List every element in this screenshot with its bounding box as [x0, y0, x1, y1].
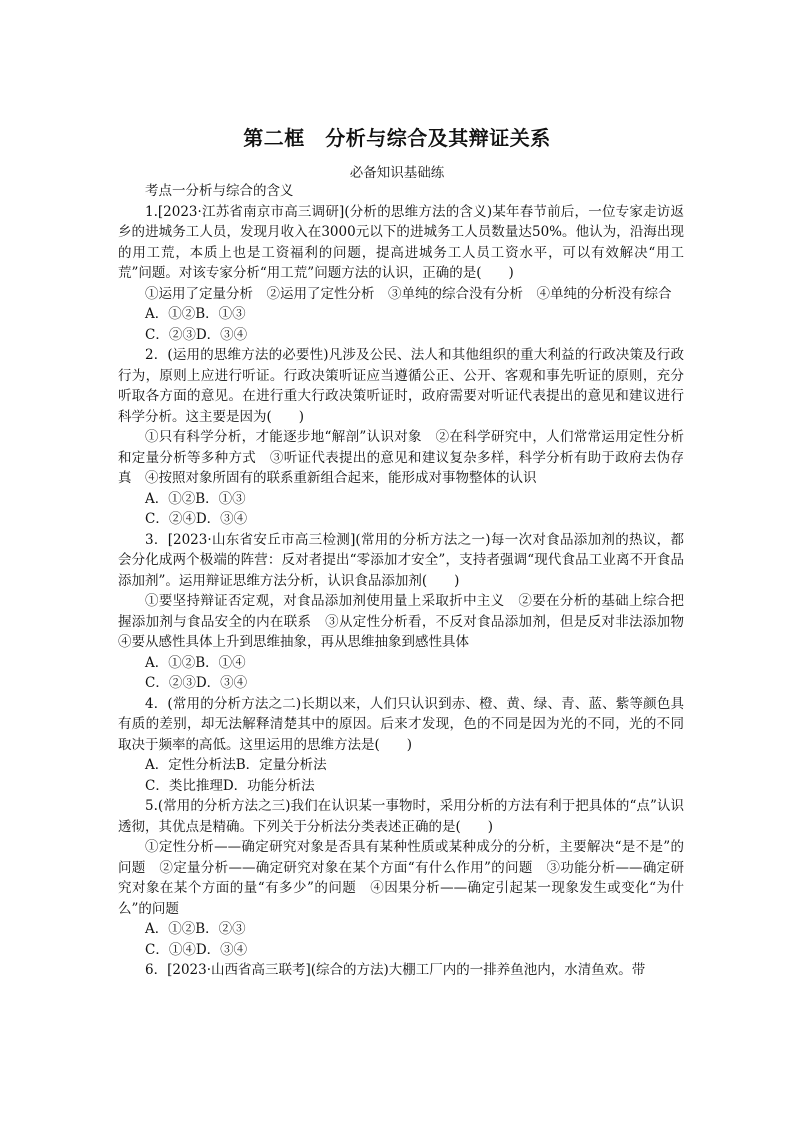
question-stem: 3．[2023·山东省安丘市高三检测](常用的分析方法之一)每一次对食品添加剂的热议，都会分化成两个极端的阵营：反对者提出“零添加才安全”，支持者强调“现代食品工业离不开食品添加剂”。运用辩证思维方法分析，认识食品添加剂( ) — [118, 531, 684, 589]
answer-options-row: A．定性分析法B．定量分析法 — [145, 757, 327, 773]
answer-options-row: A．①②B．②③ — [145, 921, 246, 937]
question-statements: ①只有科学分析，才能逐步地“解剖”认识对象 ②在科学研究中，人们常常运用定性分析和定量分析等多种方式 ③听证代表提出的意见和建议复杂多样，科学分析有助于政府去伪存真 ④按照对象所固有的联系重新组合起来，能形成对事物整体的认识 — [118, 429, 684, 486]
question-stem: 4．(常用的分析方法之二)长期以来，人们只认识到赤、橙、黄、绿、青、蓝、紫等颜色具有质的差别，却无法解释清楚其中的原因。后来才发现，色的不同是因为光的不同，光的不同取决于频率的高低。这里运用的思维方法是( ) — [118, 695, 684, 753]
question-statements: ①定性分析——确定研究对象是否具有某种性质或某种成分的分析，主要解决“是不是”的问题 ②定量分析——确定研究对象在某个方面“有什么作用”的问题 ③功能分析——确定研究对象在某个方面的量“有多少”的问题 ④因果分析——确定引起某一现象发生或变化“为什么”的问题 — [118, 839, 684, 917]
question-stem: 2．(运用的思维方法的必要性)凡涉及公民、法人和其他组织的重大利益的行政决策及行政行为，原则上应进行听证。行政决策听证应当遵循公正、公开、客观和事先听证的原则，充分听取各方面的意见。在进行重大行政决策听证时，政府需要对听证代表提出的意见和建议进行科学分析。这主要是因为( ) — [118, 347, 684, 425]
question-statements: ①要坚持辩证否定观，对食品添加剂使用量上采取折中主义 ②要在分析的基础上综合把握添加剂与食品安全的内在联系 ③从定性分析看，不反对食品添加剂，但是反对非法添加物 ④要从感性具体上升到思维抽象，再从思维抽象到感性具体 — [118, 593, 698, 650]
section-subtitle: 必备知识基础练 — [349, 165, 445, 181]
question-stem: 1.[2023·江苏省南京市高三调研](分析的思维方法的含义)某年春节前后，一位专家走访返乡的进城务工人员，发现月收入在3000元以下的进城务工人员数量达50%。他认为，沿海出现的用工荒，本质上也是工资福利的问题，提高进城务工人员工资水平，可以有效解决“用工荒”问题。对该专家分析“用工荒”问题方法的认识，正确的是( ) — [118, 203, 684, 281]
question-statements: ①运用了定量分析 ②运用了定性分析 ③单纯的综合没有分析 ④单纯的分析没有综合 — [145, 285, 672, 302]
answer-options-row: A．①②B．①③ — [145, 306, 246, 322]
answer-options-row: C．类比推理D．功能分析法 — [145, 777, 315, 794]
question-2 — [118, 345, 684, 530]
question-5 — [118, 796, 684, 960]
document-body — [118, 181, 698, 981]
page-title: 第二框 分析与综合及其辩证关系 — [243, 126, 551, 150]
answer-options-row: C．①④D．③④ — [145, 941, 248, 958]
answer-options-row: C．②③D．③④ — [145, 675, 248, 691]
answer-options-row: A．①②B．①④ — [145, 654, 246, 671]
question-stem: 5.(常用的分析方法之三)我们在认识某一事物时，采用分析的方法有利于把具体的“点”认识透彻，其优点是精确。下列关于分析法分类表述正确的是( ) — [118, 798, 684, 835]
question-6 — [118, 960, 684, 981]
question-1 — [118, 202, 684, 346]
question-stem: 6．[2023·山西省高三联考](综合的方法)大棚工厂内的一排养鱼池内，水清鱼欢。带 — [145, 962, 646, 978]
section-heading: 考点一分析与综合的含义 — [145, 183, 294, 199]
answer-options-row: C．②④D．③④ — [145, 511, 248, 527]
question-3 — [118, 530, 698, 694]
answer-options-row: C．②③D．③④ — [145, 326, 248, 343]
question-4 — [118, 694, 684, 797]
answer-options-row: A．①②B．①③ — [145, 490, 246, 507]
